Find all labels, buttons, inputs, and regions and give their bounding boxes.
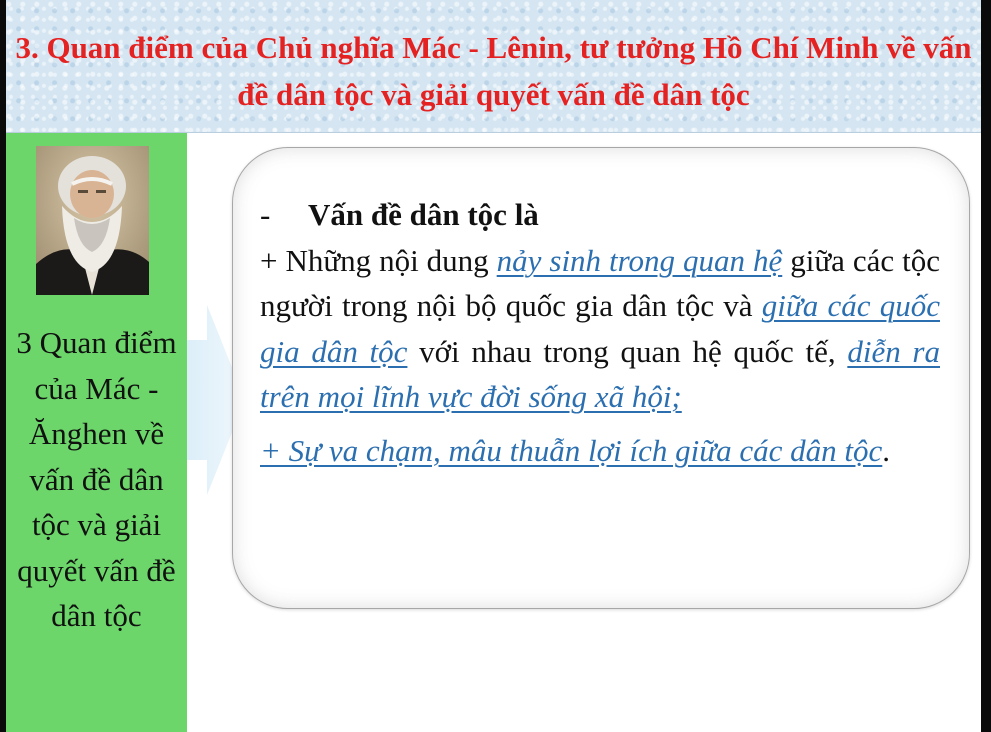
p1-text-1: + Những nội dung bbox=[260, 242, 497, 278]
content-heading bbox=[260, 192, 940, 238]
p1-highlight-3: diễn ra trên mọi lĩnh vực đời sống xã hội; bbox=[260, 333, 940, 414]
heading-text: Vấn đề dân tộc là bbox=[308, 197, 539, 232]
paragraph-2 bbox=[260, 428, 940, 474]
title-bar bbox=[6, 0, 981, 133]
left-panel bbox=[6, 133, 187, 732]
slide bbox=[6, 0, 981, 732]
content-text bbox=[260, 192, 940, 473]
portrait-photo bbox=[36, 146, 149, 295]
p2-highlight-1: + Sự va chạm, mâu thuẫn lợi ích giữa các dân tộc bbox=[260, 432, 883, 468]
heading-dash: - bbox=[260, 197, 271, 232]
paragraph-1 bbox=[260, 238, 940, 420]
p1-highlight-1: nảy sinh trong quan hệ bbox=[496, 242, 783, 278]
p1-text-2: giữa các tộc người trong nội bộ quốc gia dân tộc và bbox=[260, 242, 940, 323]
left-caption: 3 Quan điểm của Mác - Ănghen về vấn đề dân tộc và giải quyết vấn đề dân tộc bbox=[16, 325, 177, 633]
p2-text-1: . bbox=[882, 432, 891, 468]
portrait-icon bbox=[36, 146, 149, 295]
p1-highlight-2: giữa các quốc gia dân tộc bbox=[260, 288, 940, 369]
slide-title: 3. Quan điểm của Chủ nghĩa Mác - Lênin, tư tưởng Hồ Chí Minh về vấn đề dân tộc và giải quyết vấn đề dân tộc bbox=[15, 30, 972, 112]
p1-text-3: với nhau trong quan hệ quốc tế, bbox=[407, 333, 848, 369]
